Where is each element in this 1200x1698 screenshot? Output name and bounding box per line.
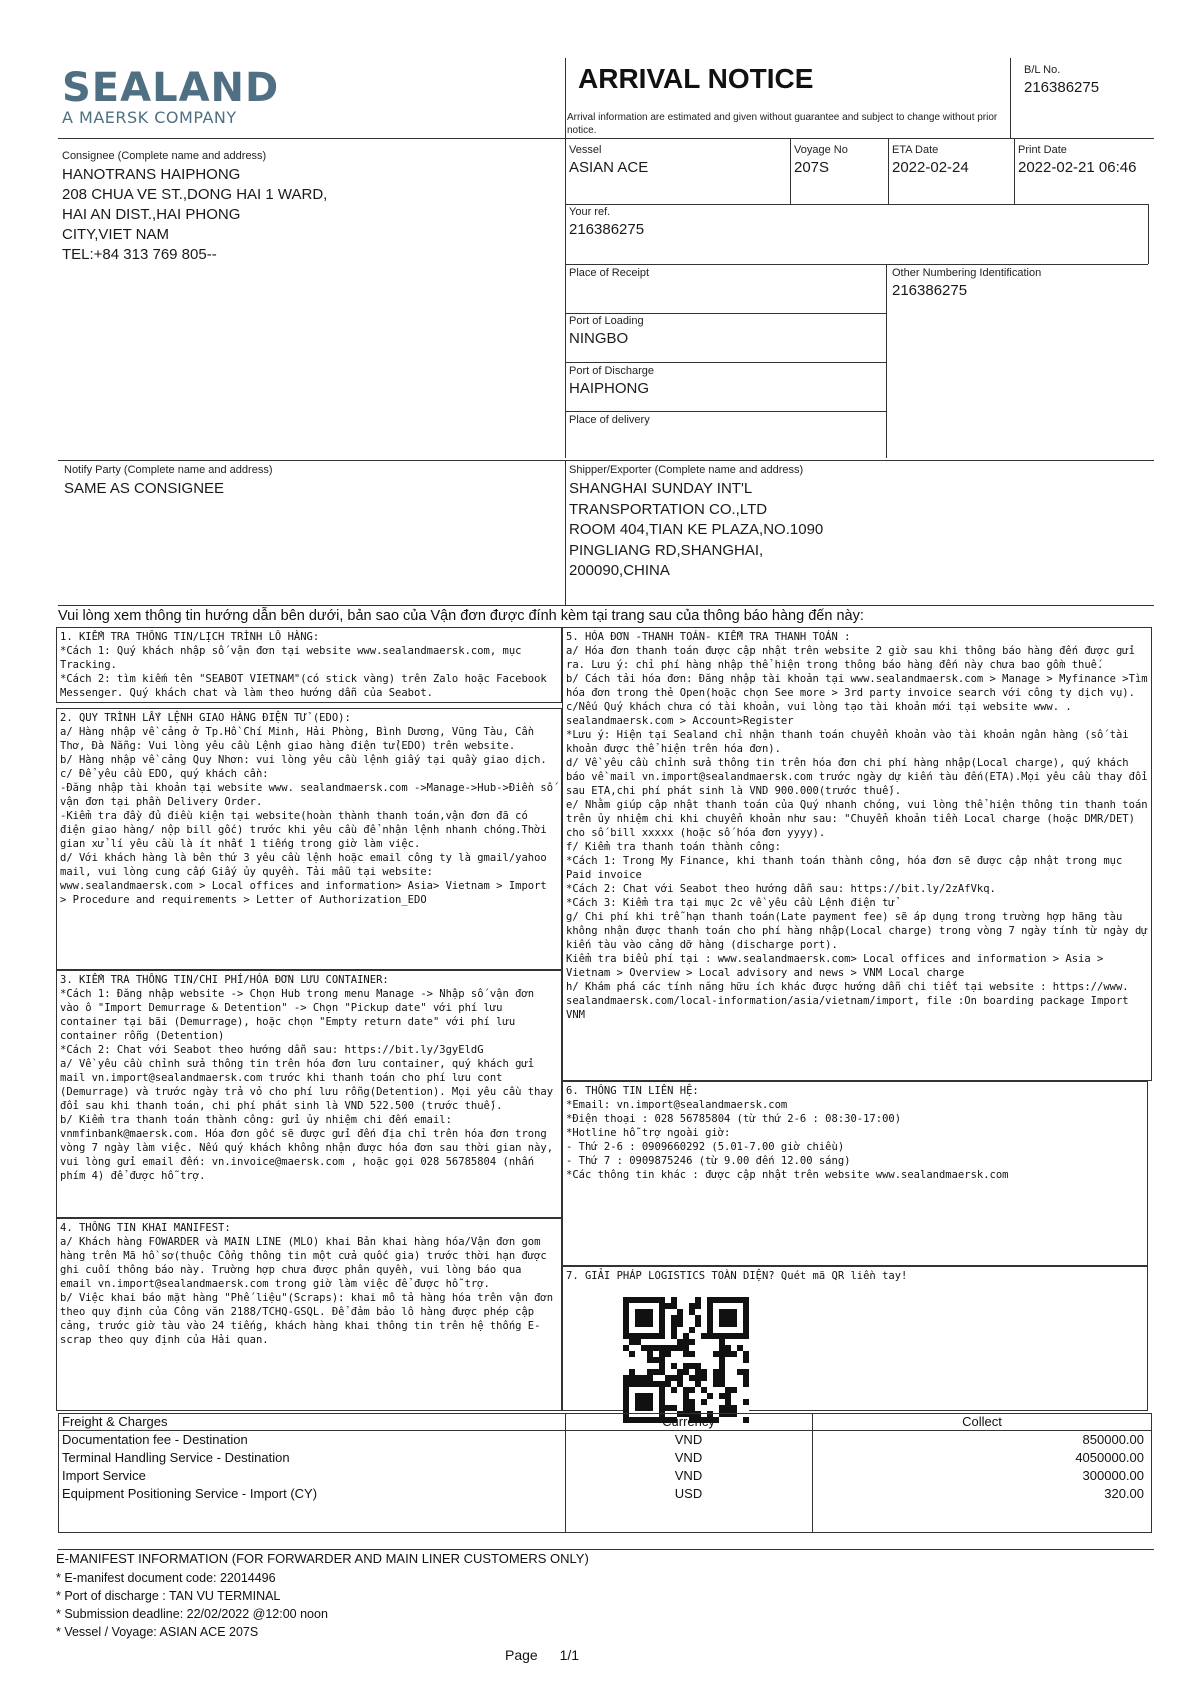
other-numbering-value: 216386275 <box>892 282 968 299</box>
intro-text: Vui lòng xem thông tin hướng dẫn bên dưới, bản sao của Vận đơn được đính kèm tại trang sau của thông báo hàng đến này: <box>58 608 864 624</box>
page-label: Page <box>505 1647 538 1663</box>
currency-header: Currency <box>662 1414 715 1429</box>
consignee-label: Consignee (Complete name and address) <box>62 150 267 162</box>
section-6-contact: 6. THÔNG TIN LIÊN HỆ: *Email: vn.import@sealandmaersk.com *Điện thoại : 028 56785804 (từ thứ 2-6 : 08:30-17:00) *Hotline hỗ trợ ngoài giờ: - Thứ 2-6 : 0909660292 (5.01-7.00 giờ chiều) - Thứ 7 : 0909875246 (từ 9.00 đến 12.00 sáng) *Các thông tin khác : được cập nhật trên website www.sealandmaersk.com <box>562 1081 1148 1266</box>
logo-sub: A MAERSK COMPANY <box>62 108 237 127</box>
other-numbering-label: Other Numbering Identification <box>892 267 1042 279</box>
charge-amount: 300000.00 <box>1082 1468 1144 1483</box>
vessel-label: Vessel <box>569 144 602 156</box>
page-indicator <box>505 1647 579 1663</box>
port-discharge-value: HAIPHONG <box>569 380 650 397</box>
print-date-value: 2022-02-21 06:46 <box>1018 159 1137 176</box>
section-7-logistics <box>562 1266 1148 1411</box>
bl-label: B/L No. <box>1024 64 1061 76</box>
notify-text: SAME AS CONSIGNEE <box>64 480 225 497</box>
emanifest-title: E-MANIFEST INFORMATION (FOR FORWARDER AND MAIN LINER CUSTOMERS ONLY) <box>56 1551 589 1566</box>
sealand-logo <box>62 65 322 130</box>
place-delivery-label: Place of delivery <box>569 414 650 426</box>
page-title: ARRIVAL NOTICE <box>578 63 814 94</box>
print-date-label: Print Date <box>1018 144 1067 156</box>
charge-amount: 320.00 <box>1104 1486 1144 1501</box>
place-receipt-label: Place of Receipt <box>569 267 650 279</box>
freight-header: Freight & Charges <box>62 1414 168 1429</box>
eta-value: 2022-02-24 <box>892 159 969 176</box>
charge-name: Equipment Positioning Service - Import (CY) <box>62 1486 318 1501</box>
voyage-label: Voyage No <box>794 144 848 156</box>
charge-currency: VND <box>674 1468 703 1483</box>
port-loading-value: NINGBO <box>569 330 629 347</box>
section-5-invoice: 5. HÓA ĐƠN -THANH TOÁN- KIỂM TRA THANH TOÁN : a/ Hóa đơn thanh toán được cập nhật trên website 2 giờ sau khi thông báo hàng đến được gửi ra. Lưu ý: chỉ phí hàng nhập thể hiện trong thông báo hàng đến này chưa bao gồm thuế. b/ Cách tải hóa đơn: Đăng nhập tài khoản tại www.sealandmaersk.com > Manage > Myfinance >Tìm hóa đơn trong thẻ Open(hoặc chọn See more > 3rd party invoice search với công ty dịch vụ). c/Nếu Quý khách chưa có tài khoản, vui lòng tạo tài khoản mới tại website www. . sealandmaersk.com > Account>Register *Lưu ý: Hiện tại Sealand chỉ nhận thanh toán chuyển khoản vào tài khoản ngân hàng (số tài khoản được thể hiện trên hóa đơn). d/ Về yêu cầu chỉnh sửa thông tin trên hóa đơn chi phí hàng nhập(Local charge), quý khách báo về mail vn.import@sealandmaersk.com trước ngày dự kiến tàu đến(ETA).Mọi yêu cầu thay đổi sau ETA,chi phí phát sinh là VND 900.000(trước thuế). e/ Nhằm giúp cập nhật thanh toán của Quý nhanh chóng, vui lòng thể hiện thông tin thanh toán trên ủy nhiệm chi khi chuyển khoản như sau: "Chuyển khoản tiền Local charge (hoặc DMR/DET) cho số bill xxxxx (hoặc số hóa đơn yyyy). f/ Kiểm tra thanh toán thành công: *Cách 1: Trong My Finance, khi thanh toán thành công, hóa đơn sẽ được cập nhật trong mục Paid invoice *Cách 2: Chat với Seabot theo hướng dẫn sau: https://bit.ly/2zAfVkq. *Cách 3: Kiểm tra tại mục 2c về yêu cầu Lệnh điện tử g/ Chi phí khi trễ hạn thanh toán(Late payment fee) sẽ áp dụng trong trường hợp hãng tàu không nhận được thanh toán cho phí hàng nhập(Local charge) trong vòng 7 ngày tính từ ngày dự kiến tàu vào cảng dỡ hàng (discharge port). Kiểm tra biểu phí tại : www.sealandmaersk.com> Local offices and information > Asia > Vietnam > Overview > Local advisory and news > VNM Local charge h/ Khám phá các tính năng hữu ích khác được hướng dẫn chi tiết tại website : https://www. sealandmaersk.com/local-information/asia/vietnam/import, file :On boarding package Import VNM <box>562 627 1152 1081</box>
emanifest-line: * Submission deadline: 22/02/2022 @12:00 noon <box>56 1607 328 1621</box>
charge-amount: 850000.00 <box>1082 1432 1144 1447</box>
port-loading-label: Port of Loading <box>569 315 644 327</box>
port-discharge-label: Port of Discharge <box>569 365 654 377</box>
charge-name: Documentation fee - Destination <box>62 1432 248 1447</box>
emanifest-line: * Port of discharge : TAN VU TERMINAL <box>56 1589 281 1603</box>
shipper-text: SHANGHAI SUNDAY INT'L TRANSPORTATION CO.,LTD ROOM 404,TIAN KE PLAZA,NO.1090 PINGLIANG RD,SHANGHAI, 200090,CHINA <box>569 480 824 579</box>
section-7-text: 7. GIẢI PHÁP LOGISTICS TOÀN DIỆN? Quét mã QR liền tay! <box>566 1270 908 1282</box>
charge-amount: 4050000.00 <box>1075 1450 1144 1465</box>
disclaimer: Arrival information are estimated and given without guarantee and subject to change without prior notice. <box>567 112 998 136</box>
consignee-text: HANOTRANS HAIPHONG 208 CHUA VE ST.,DONG HAI 1 WARD, HAI AN DIST.,HAI PHONG CITY,VIET NAM TEL:+84 313 769 805-- <box>62 166 328 263</box>
section-2-edo: 2. QUY TRÌNH LẤY LỆNH GIAO HÀNG ĐIỆN TỬ (EDO): a/ Hàng nhập về cảng ở Tp.Hồ Chí Minh, Hải Phòng, Bình Dương, Vũng Tàu, Cần Thơ, Đà Nẵng: Vui lòng yêu cầu Lệnh giao hàng điện tử(EDO) trên website. b/ Hàng nhập về cảng Quy Nhơn: vui lòng yêu cầu lệnh giấy tại quầy giao dịch. c/ Để yêu cầu EDO, quý khách cần: -Đăng nhập tài khoản tại website www. sealandmaersk.com ->Manage->Hub->Điền số vận đơn tại phần Delivery Order. -Kiểm tra đầy đủ điều kiện tại website(hoàn thành thanh toán,vận đơn đã có điện giao hàng/ nộp bill gốc) trước khi yêu cầu để nhận lệnh nhanh chóng.Thời gian xử lí yêu cầu là ít nhất 1 tiếng trong giờ làm việc. d/ Với khách hàng là bên thứ 3 yêu cầu lệnh hoặc email công ty là gmail/yahoo mail, vui lòng cung cấp Giấy ủy quyền. Tải mẫu tại website: www.sealandmaersk.com > Local offices and information> Asia> Vietnam > Import > Procedure and requirements > Letter of Authorization_EDO <box>56 708 562 970</box>
bl-number: 216386275 <box>1024 79 1100 96</box>
emanifest-line: * E-manifest document code: 22014496 <box>56 1571 276 1585</box>
qr-code[interactable] <box>623 1297 749 1423</box>
charge-currency: VND <box>674 1432 703 1447</box>
charge-name: Import Service <box>62 1468 146 1483</box>
eta-label: ETA Date <box>892 144 939 156</box>
section-4-manifest: 4. THÔNG TIN KHAI MANIFEST: a/ Khách hàng FOWARDER và MAIN LINE (MLO) khai Bản khai hàng hóa/Vận đơn gom hàng trên Mã hồ sơ(thuộc Cổng thông tin một cửa quốc gia) trước thời hạn được ghi cuối thông báo này. Trường hợp chưa được phân quyền, vui lòng báo qua email vn.import@sealandmaersk.com trong giờ làm việc để được hỗ trợ. b/ Việc khai báo mặt hàng "Phế liệu"(Scraps): khai mô tả hàng hóa trên vận đơn theo quy định của Công văn 2188/TCHQ-GSQL. Để đảm bảo lô hàng được phép cập cảng, trước giờ tàu vào 24 tiếng, khách hàng khai thông tin trên hệ thống E-scrap theo quy định của Hải quan. <box>56 1218 562 1411</box>
emanifest-lines <box>56 1569 328 1641</box>
voyage-value: 207S <box>794 159 830 176</box>
charge-name: Terminal Handling Service - Destination <box>62 1450 290 1465</box>
page-value: 1/1 <box>559 1647 580 1663</box>
section-1-tracking: 1. KIỂM TRA THÔNG TIN/LỊCH TRÌNH LÔ HÀNG: *Cách 1: Quý khách nhập số vận đơn tại website www.sealandmaersk.com, mục Tracking. *Cách 2: tìm kiếm tên "SEABOT VIETNAM"(có stick vàng) trên Zalo hoặc Facebook Messenger. Quý khách chat và làm theo hướng dẫn của Seabot. <box>56 627 562 703</box>
your-ref-value: 216386275 <box>569 221 645 238</box>
charge-currency: USD <box>674 1486 703 1501</box>
section-3-container: 3. KIỂM TRA THÔNG TIN/CHI PHÍ/HÓA ĐƠN LƯU CONTAINER: *Cách 1: Đăng nhập website -> Chọn Hub trong menu Manage -> Nhập số vận đơn vào ô "Import Demurrage & Detention" -> Chọn "Pickup date" với phí lưu container tại bãi (Demurrage), hoặc chọn "Empty return date" với phí lưu container rỗng (Detention) *Cách 2: Chat với Seabot theo hướng dẫn sau: https://bit.ly/3gyEldG a/ Về yêu cầu chỉnh sửa thông tin trên hóa đơn lưu container, quý khách gửi mail vn.import@sealandmaersk.com trước khi thanh toán cho phí lưu cont (Demurrage) và trước ngày trả vỏ cho phí lưu rỗng(Detention). Mọi yêu cầu thay đổi sau khi thanh toán, chi phí phát sinh là VND 522.500 (trước thuế). b/ Kiểm tra thanh toán thành công: gửi ủy nhiệm chi đến email: vnmfinbank@maersk.com. Hóa đơn gốc sẽ được gửi đến địa chỉ trên hóa đơn trong vòng 7 ngày làm việc. Nếu quý khách không nhận được hóa đơn sau thời gian này, vui lòng gửi email đến: vn.invoice@maersk.com , hoặc gọi 028 56785804 (nhấn phím 4) để được hỗ trợ. <box>56 970 562 1218</box>
vessel-value: ASIAN ACE <box>569 159 649 176</box>
your-ref-label: Your ref. <box>569 206 611 218</box>
charge-currency: VND <box>674 1450 703 1465</box>
emanifest-line: * Vessel / Voyage: ASIAN ACE 207S <box>56 1625 259 1639</box>
logo-brand: SEALAND <box>62 65 280 111</box>
collect-header: Collect <box>962 1414 1002 1429</box>
notify-label: Notify Party (Complete name and address) <box>64 464 273 476</box>
shipper-label: Shipper/Exporter (Complete name and address) <box>569 464 804 476</box>
